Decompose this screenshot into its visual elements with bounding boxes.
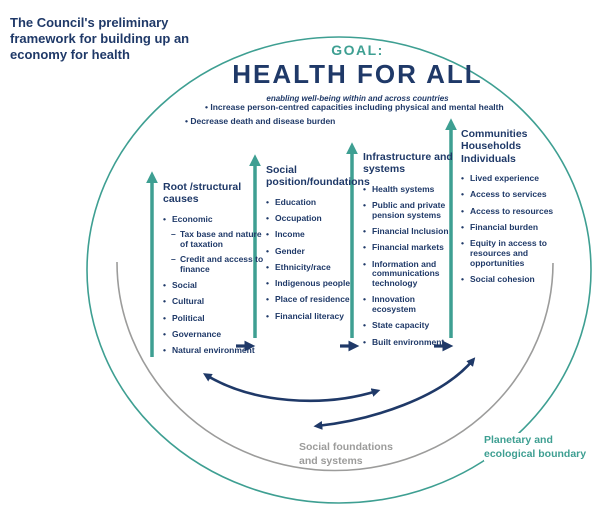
list-item: • Natural environment: [163, 346, 267, 356]
column-heading: Root /structural causes: [163, 181, 242, 206]
column-infrastructure-systems: [363, 151, 461, 347]
list-item: • Social cohesion: [461, 275, 563, 285]
list-item: • Financial literacy: [266, 312, 366, 322]
page-title: The Council's preliminary framework for building up an economy for health: [10, 15, 190, 63]
goal-kicker: GOAL:: [331, 42, 384, 58]
list-item: • Health systems: [363, 185, 461, 195]
list-item: • Financial burden: [461, 223, 563, 233]
planetary-boundary-label: Planetary and ecological boundary: [484, 433, 598, 461]
list-item: • Equity in access to resources and opportunities: [461, 239, 563, 268]
goal-bullet-1: • Increase person-centred capacities including physical and mental health: [205, 102, 504, 112]
list-item: • Public and private pension systems: [363, 201, 461, 221]
list-item: • Social: [163, 281, 267, 291]
column-root-structural-causes: [163, 181, 267, 356]
list-item: • Occupation: [266, 214, 366, 224]
column-heading: Communities Households Individuals: [461, 128, 528, 165]
list-item: – Tax base and nature of taxation: [163, 230, 267, 250]
goal-subtitle: enabling well-being within and across countries: [266, 94, 449, 103]
column-heading: Social position/foundations: [266, 164, 370, 189]
list-item: • Financial Inclusion: [363, 227, 461, 237]
column-heading: Infrastructure and systems: [363, 151, 453, 176]
list-item: • Gender: [266, 247, 366, 257]
list-item: – Credit and access to finance: [163, 255, 267, 275]
feedback-arrow-right: [317, 360, 473, 426]
goal-bullet-2: • Decrease death and disease burden: [185, 116, 335, 126]
goal-block: [190, 42, 525, 103]
list-item: • Lived experience: [461, 174, 563, 184]
feedback-arrow-left: [206, 375, 377, 401]
list-item: • Place of residence: [266, 295, 366, 305]
list-item: • Information and communications technology: [363, 260, 461, 289]
list-item: • Cultural: [163, 297, 267, 307]
goal-heading: HEALTH FOR ALL: [232, 59, 483, 89]
list-item: • Innovation ecosystem: [363, 295, 461, 315]
list-item: • Income: [266, 230, 366, 240]
list-item: • State capacity: [363, 321, 461, 331]
social-foundations-label: Social foundations and systems: [299, 441, 393, 468]
list-item: • Access to resources: [461, 207, 563, 217]
list-item: • Political: [163, 314, 267, 324]
list-item: • Education: [266, 198, 366, 208]
list-item: • Indigenous people: [266, 279, 366, 289]
list-item: • Economic: [163, 215, 267, 225]
list-item: • Financial markets: [363, 243, 461, 253]
column-social-position: [266, 164, 370, 321]
list-item: • Built environment: [363, 338, 461, 348]
list-item: • Access to services: [461, 190, 563, 200]
list-item: • Ethnicity/race: [266, 263, 366, 273]
column-communities: [461, 128, 563, 285]
list-item: • Governance: [163, 330, 267, 340]
